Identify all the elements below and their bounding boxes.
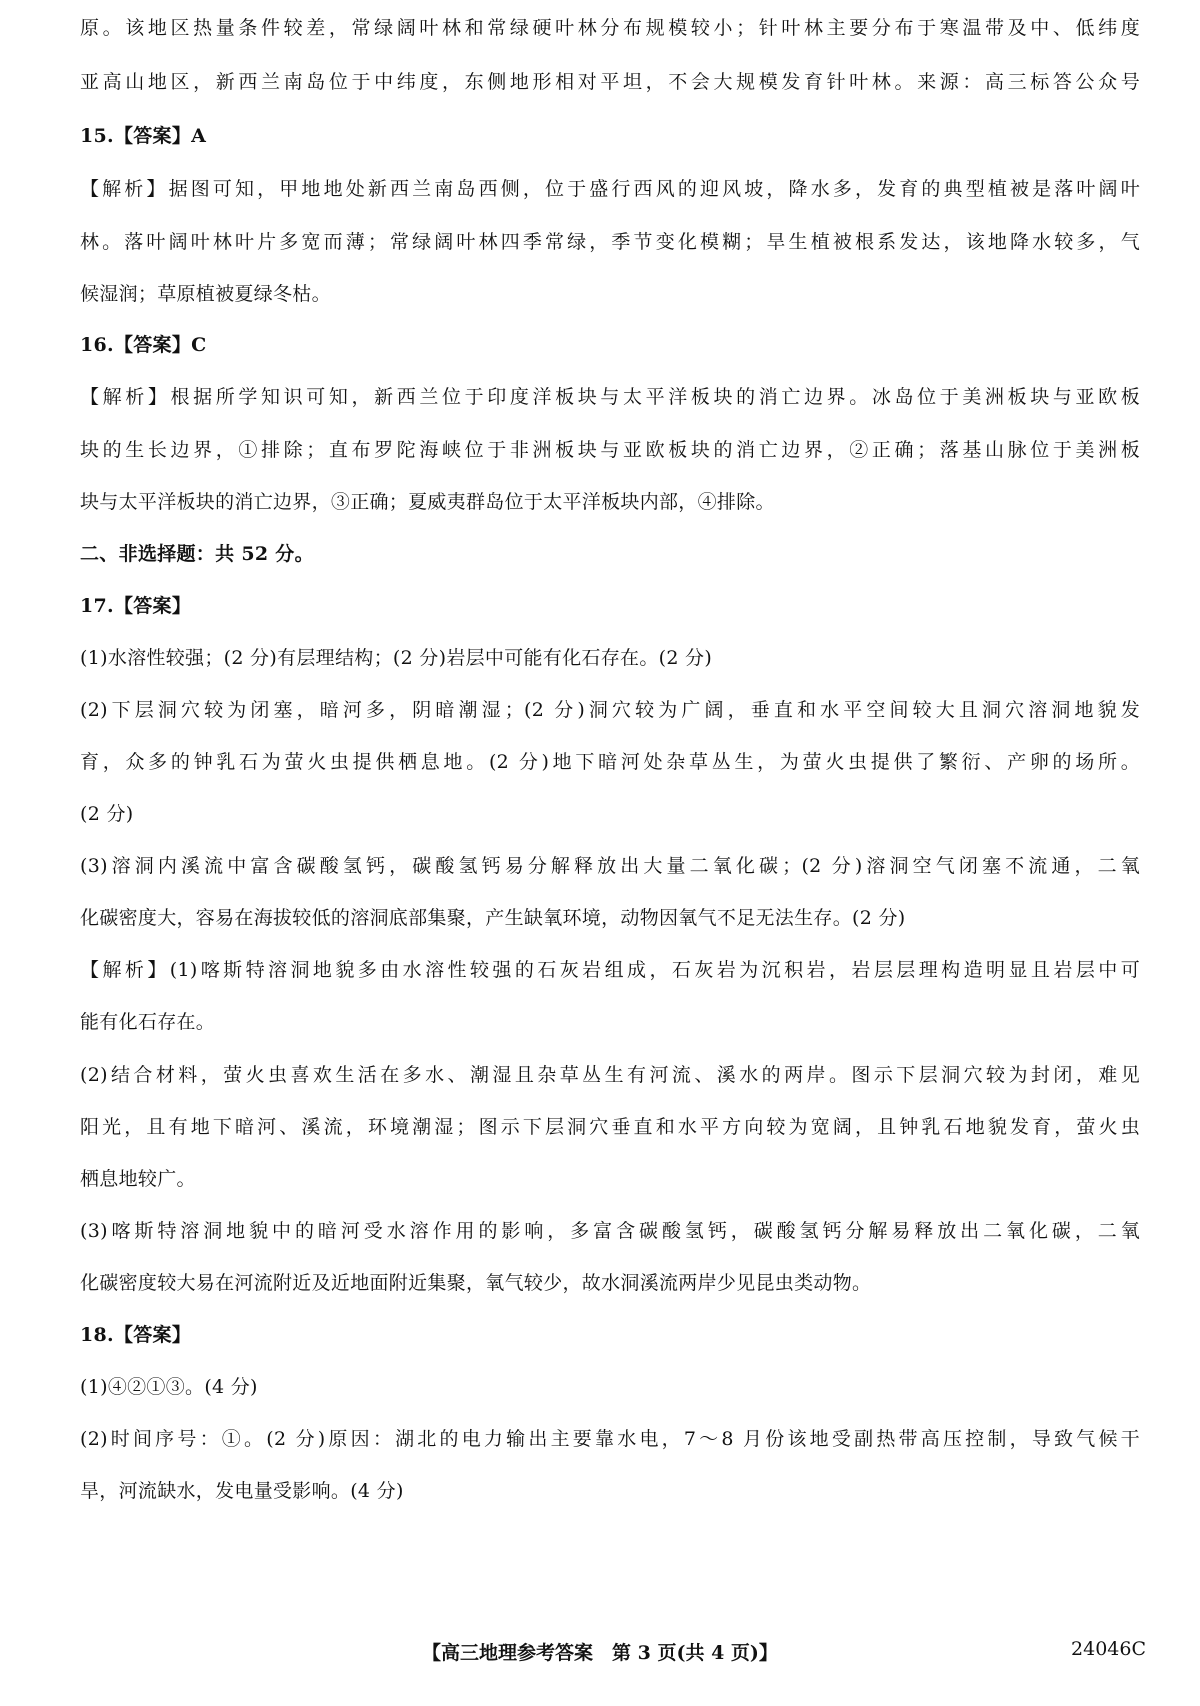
text-line: 块的生长边界，①排除；直布罗陀海峡位于非洲板块与亚欧板块的消亡边界，②正确；落基山脉位于美洲板 (80, 439, 1140, 461)
section-heading: 二、非选择题：共 52 分。 (80, 543, 314, 565)
text-line: 原。该地区热量条件较差，常绿阔叶林和常绿硬叶林分布规模较小；针叶林主要分布于寒温带及中、低纬度 (80, 17, 1140, 39)
question-16-analysis: 【解析】根据所学知识可知，新西兰位于印度洋板块与太平洋板块的消亡边界。冰岛位于美洲板块与亚欧板 (80, 386, 1140, 408)
text-line: (3)喀斯特溶洞地貌中的暗河受水溶作用的影响，多富含碳酸氢钙，碳酸氢钙分解易释放出二氧化碳，二氧 (80, 1220, 1140, 1242)
question-15-analysis: 【解析】据图可知，甲地地处新西兰南岛西侧，位于盛行西风的迎风坡，降水多，发育的典型植被是落叶阔叶 (80, 178, 1140, 200)
text-line: (2)下层洞穴较为闭塞，暗河多，阴暗潮湿；(2 分)洞穴较为广阔，垂直和水平空间较大且洞穴溶洞地貌发 (80, 699, 1140, 721)
text-line: 林。落叶阔叶林叶片多宽而薄；常绿阔叶林四季常绿，季节变化模糊；旱生植被根系发达，该地降水较多，气 (80, 231, 1140, 253)
text-line: (2)时间序号：①。(2 分)原因：湖北的电力输出主要靠水电，7～8 月份该地受副热带高压控制，导致气候干 (80, 1428, 1140, 1450)
text-line: 旱，河流缺水，发电量受影响。(4 分) (80, 1480, 404, 1502)
question-17-analysis: 【解析】(1)喀斯特溶洞地貌多由水溶性较强的石灰岩组成，石灰岩为沉积岩，岩层层理构造明显且岩层中可 (80, 959, 1140, 981)
text-line: (2 分) (80, 803, 134, 825)
question-18-answer: 18.【答案】 (80, 1324, 192, 1346)
text-line: 能有化石存在。 (80, 1011, 216, 1033)
text-line: 育，众多的钟乳石为萤火虫提供栖息地。(2 分)地下暗河处杂草丛生，为萤火虫提供了繁衍、产卵的场所。 (80, 751, 1140, 773)
footer-code: 24046C (1071, 1638, 1146, 1660)
text-line: 化碳密度大，容易在海拔较低的溶洞底部集聚，产生缺氧环境，动物因氧气不足无法生存。(2 分) (80, 907, 906, 929)
text-line: (1)④②①③。(4 分) (80, 1376, 258, 1398)
page-footer (0, 1638, 1200, 1668)
text-line: 栖息地较广。 (80, 1168, 196, 1190)
text-line: (3)溶洞内溪流中富含碳酸氢钙，碳酸氢钙易分解释放出大量二氧化碳；(2 分)溶洞空气闭塞不流通，二氧 (80, 855, 1140, 877)
text-line: (1)水溶性较强；(2 分)有层理结构；(2 分)岩层中可能有化石存在。(2 分) (80, 647, 713, 669)
question-15-answer: 15.【答案】A (80, 125, 207, 147)
text-line: (2)结合材料，萤火虫喜欢生活在多水、潮湿且杂草丛生有河流、溪水的两岸。图示下层洞穴较为封闭，难见 (80, 1064, 1140, 1086)
text-line: 块与太平洋板块的消亡边界，③正确；夏威夷群岛位于太平洋板块内部，④排除。 (80, 491, 775, 513)
text-line: 化碳密度较大易在河流附近及近地面附近集聚，氧气较少，故水洞溪流两岸少见昆虫类动物。 (80, 1272, 872, 1294)
question-17-answer: 17.【答案】 (80, 595, 192, 617)
text-line: 候湿润；草原植被夏绿冬枯。 (80, 283, 331, 305)
question-16-answer: 16.【答案】C (80, 334, 207, 356)
text-line: 阳光，且有地下暗河、溪流，环境潮湿；图示下层洞穴垂直和水平方向较为宽阔，且钟乳石地貌发育，萤火虫 (80, 1116, 1140, 1138)
footer-title: 【高三地理参考答案 第 3 页(共 4 页)】 (422, 1642, 778, 1664)
text-line: 亚高山地区，新西兰南岛位于中纬度，东侧地形相对平坦，不会大规模发育针叶林。来源：高三标答公众号 (80, 71, 1140, 93)
